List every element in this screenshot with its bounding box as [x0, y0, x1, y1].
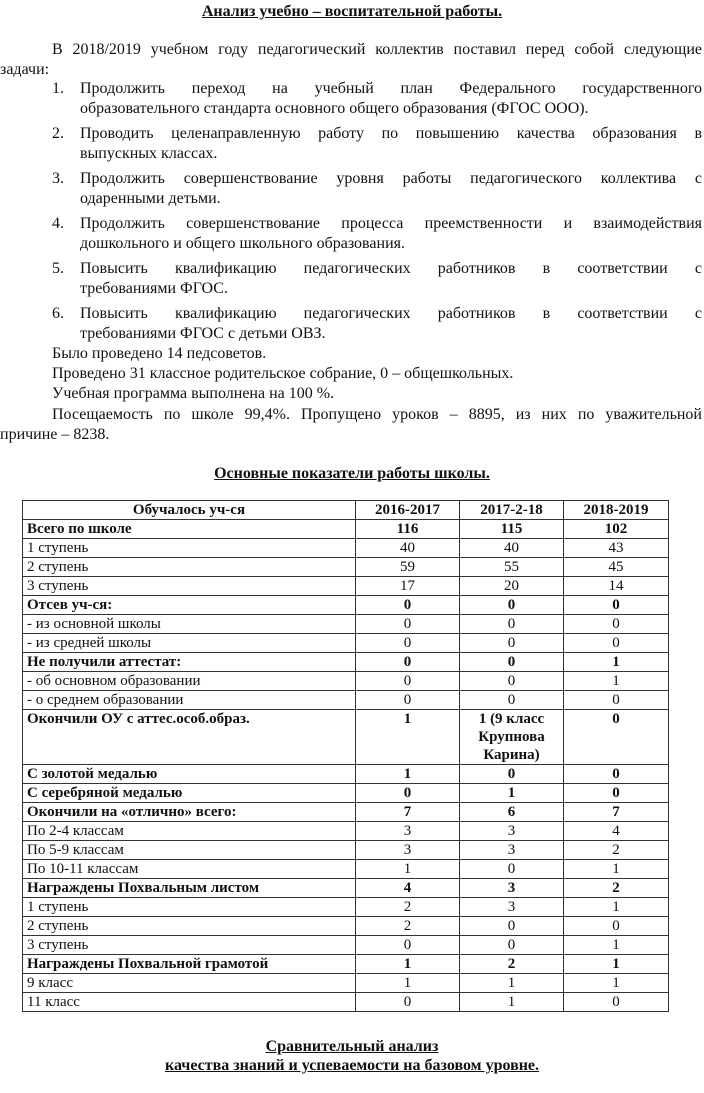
cell-value: 40 [356, 539, 460, 558]
cell-value: 55 [460, 558, 564, 577]
cell-value: 2 [564, 879, 669, 898]
cell-value: 0 [564, 993, 669, 1012]
cell-value: 1 [356, 765, 460, 784]
cell-value: 6 [460, 803, 564, 822]
row-label: 9 класс [23, 974, 356, 993]
table-row [23, 672, 669, 691]
task-text-line2: выпускных классах. [80, 145, 218, 162]
cell-value: 20 [460, 577, 564, 596]
task-text-line2: требованиями ФГОС. [80, 280, 228, 297]
indicators-table [22, 500, 669, 1012]
row-label: - о среднем образовании [23, 691, 356, 710]
cell-value: 4 [356, 879, 460, 898]
cell-value: 0 [564, 634, 669, 653]
row-label: По 2-4 классам [23, 822, 356, 841]
cell-value: 40 [460, 539, 564, 558]
row-label: Всего по школе [23, 520, 356, 539]
row-label: 2 ступень [23, 917, 356, 936]
table-row [23, 936, 669, 955]
cell-value: 1 [564, 860, 669, 879]
row-label: С серебряной медалью [23, 784, 356, 803]
task-number: 2. [52, 125, 64, 142]
cell-value: 3 [356, 822, 460, 841]
cell-value: 0 [356, 615, 460, 634]
cell-value: 1 [460, 993, 564, 1012]
task-text-line1: Продолжить совершенствование процесса преемственности и взаимодействия [80, 215, 702, 232]
row-label: Окончили ОУ с аттес.особ.образ. [23, 710, 356, 765]
row-label: Не получили аттестат: [23, 653, 356, 672]
cell-value: 1 [460, 974, 564, 993]
table-row [23, 710, 669, 765]
task-text-line1: Продолжить переход на учебный план Федерального государственного [80, 80, 702, 97]
cell-value: 115 [460, 520, 564, 539]
cell-value: 3 [356, 841, 460, 860]
cell-value: 0 [356, 993, 460, 1012]
cell-value: 7 [564, 803, 669, 822]
table-row [23, 596, 669, 615]
cell-value: 43 [564, 539, 669, 558]
cell-value: 1 [356, 860, 460, 879]
cell-value: 1 [564, 672, 669, 691]
cell-value: 17 [356, 577, 460, 596]
task-text-line2: одаренными детьми. [80, 190, 221, 207]
row-label: Отсев уч-ся: [23, 596, 356, 615]
stat-program: Учебная программа выполнена на 100 %. [52, 385, 335, 402]
cell-value: 0 [356, 691, 460, 710]
section-title-comparative-line1: Сравнительный анализ [265, 1038, 439, 1055]
task-item [0, 259, 702, 299]
row-label: 11 класс [23, 993, 356, 1012]
cell-value: 2 [356, 917, 460, 936]
table-row [23, 520, 669, 539]
document-title: Анализ учебно – воспитательной работы. [201, 3, 503, 20]
task-number: 5. [52, 260, 64, 277]
task-text-line1: Повысить квалификацию педагогических работников в соответствии с [80, 305, 702, 322]
task-number: 3. [52, 170, 64, 187]
cell-value: 3 [460, 879, 564, 898]
cell-value: 1 [356, 710, 460, 765]
cell-value: 1 [564, 955, 669, 974]
cell-value: 0 [356, 936, 460, 955]
column-header: 2018-2019 [564, 501, 669, 520]
table-row [23, 955, 669, 974]
table-row [23, 974, 669, 993]
cell-value: 0 [460, 917, 564, 936]
intro-paragraph-line2: задачи: [0, 61, 50, 78]
row-label: Награждены Похвальной грамотой [23, 955, 356, 974]
table-row [23, 784, 669, 803]
cell-value: 0 [564, 691, 669, 710]
task-item [0, 304, 702, 344]
cell-value: 1 [564, 974, 669, 993]
column-header: Обучалось уч-ся [23, 501, 356, 520]
cell-value: 0 [356, 596, 460, 615]
cell-value: 0 [564, 596, 669, 615]
cell-value: 59 [356, 558, 460, 577]
table-row [23, 898, 669, 917]
column-header: 2016-2017 [356, 501, 460, 520]
row-label: - из основной школы [23, 615, 356, 634]
table-row [23, 615, 669, 634]
table-row [23, 691, 669, 710]
cell-value: 7 [356, 803, 460, 822]
table-row [23, 765, 669, 784]
cell-value: 1 [356, 955, 460, 974]
task-number: 6. [52, 305, 64, 322]
cell-value: 3 [460, 898, 564, 917]
cell-value: 0 [460, 596, 564, 615]
task-number: 1. [52, 80, 64, 97]
row-label: 1 ступень [23, 898, 356, 917]
cell-value: 2 [564, 841, 669, 860]
row-label: 2 ступень [23, 558, 356, 577]
intro-paragraph-line1: В 2018/2019 учебном году педагогический коллектив поставил перед собой следующие [52, 41, 702, 58]
table-row [23, 634, 669, 653]
row-label: По 5-9 классам [23, 841, 356, 860]
tasks-list [0, 79, 702, 349]
cell-value: 45 [564, 558, 669, 577]
cell-value: 0 [564, 917, 669, 936]
column-header: 2017-2-18 [460, 501, 564, 520]
cell-value: 0 [460, 936, 564, 955]
cell-value: 2 [460, 955, 564, 974]
task-text-line1: Повысить квалификацию педагогических работников в соответствии с [80, 260, 702, 277]
task-item [0, 79, 702, 119]
row-label: С золотой медалью [23, 765, 356, 784]
cell-value: 3 [460, 822, 564, 841]
cell-value: 0 [460, 765, 564, 784]
cell-value: 1 (9 класс Крупнова Карина) [460, 710, 564, 765]
cell-value: 0 [564, 710, 669, 765]
cell-value: 0 [564, 784, 669, 803]
cell-value: 0 [460, 615, 564, 634]
cell-value: 0 [460, 672, 564, 691]
row-label: По 10-11 классам [23, 860, 356, 879]
cell-value: 1 [460, 784, 564, 803]
task-item [0, 124, 702, 164]
cell-value: 0 [460, 691, 564, 710]
row-label: - из средней школы [23, 634, 356, 653]
cell-value: 2 [356, 898, 460, 917]
section-title-comparative-line2: качества знаний и успеваемости на базовом уровне. [164, 1057, 540, 1074]
row-label: Окончили на «отлично» всего: [23, 803, 356, 822]
table-row [23, 539, 669, 558]
cell-value: 1 [564, 653, 669, 672]
row-label: 1 ступень [23, 539, 356, 558]
row-label: 3 ступень [23, 936, 356, 955]
table-row [23, 577, 669, 596]
cell-value: 0 [460, 653, 564, 672]
table-row [23, 879, 669, 898]
stat-attendance-line1: Посещаемость по школе 99,4%. Пропущено уроков – 8895, из них по уважительной [52, 406, 702, 423]
row-label: - об основном образовании [23, 672, 356, 691]
cell-value: 0 [356, 634, 460, 653]
task-text-line1: Проводить целенаправленную работу по повышению качества образования в [80, 125, 702, 142]
cell-value: 0 [356, 784, 460, 803]
cell-value: 0 [356, 672, 460, 691]
table-row [23, 860, 669, 879]
task-text-line2: образовательного стандарта основного общего образования (ФГОС ООО). [80, 100, 589, 117]
cell-value: 0 [356, 653, 460, 672]
task-text-line2: требованиями ФГОС с детьми ОВЗ. [80, 325, 326, 342]
stat-councils: Было проведено 14 педсоветов. [52, 345, 267, 362]
table-row [23, 917, 669, 936]
task-item [0, 214, 702, 254]
task-item [0, 169, 702, 209]
task-text-line2: дошкольного и общего школьного образования. [80, 235, 405, 252]
cell-value: 102 [564, 520, 669, 539]
cell-value: 14 [564, 577, 669, 596]
stat-attendance-line2: причине – 8238. [0, 426, 110, 443]
table-header-row [23, 501, 669, 520]
cell-value: 4 [564, 822, 669, 841]
cell-value: 1 [564, 936, 669, 955]
task-text-line1: Продолжить совершенствование уровня работы педагогического коллектива с [80, 170, 702, 187]
stat-meetings: Проведено 31 классное родительское собрание, 0 – общешкольных. [52, 365, 514, 382]
cell-value: 0 [564, 615, 669, 634]
task-number: 4. [52, 215, 64, 232]
table-row [23, 841, 669, 860]
row-label: Награждены Похвальным листом [23, 879, 356, 898]
cell-value: 1 [356, 974, 460, 993]
cell-value: 1 [564, 898, 669, 917]
row-label: 3 ступень [23, 577, 356, 596]
cell-value: 116 [356, 520, 460, 539]
cell-value: 0 [460, 860, 564, 879]
table-row [23, 558, 669, 577]
cell-value: 0 [460, 634, 564, 653]
cell-value: 0 [564, 765, 669, 784]
section-title-indicators: Основные показатели работы школы. [214, 465, 490, 482]
table-row [23, 993, 669, 1012]
table-row [23, 803, 669, 822]
table-row [23, 822, 669, 841]
table-row [23, 653, 669, 672]
cell-value: 3 [460, 841, 564, 860]
